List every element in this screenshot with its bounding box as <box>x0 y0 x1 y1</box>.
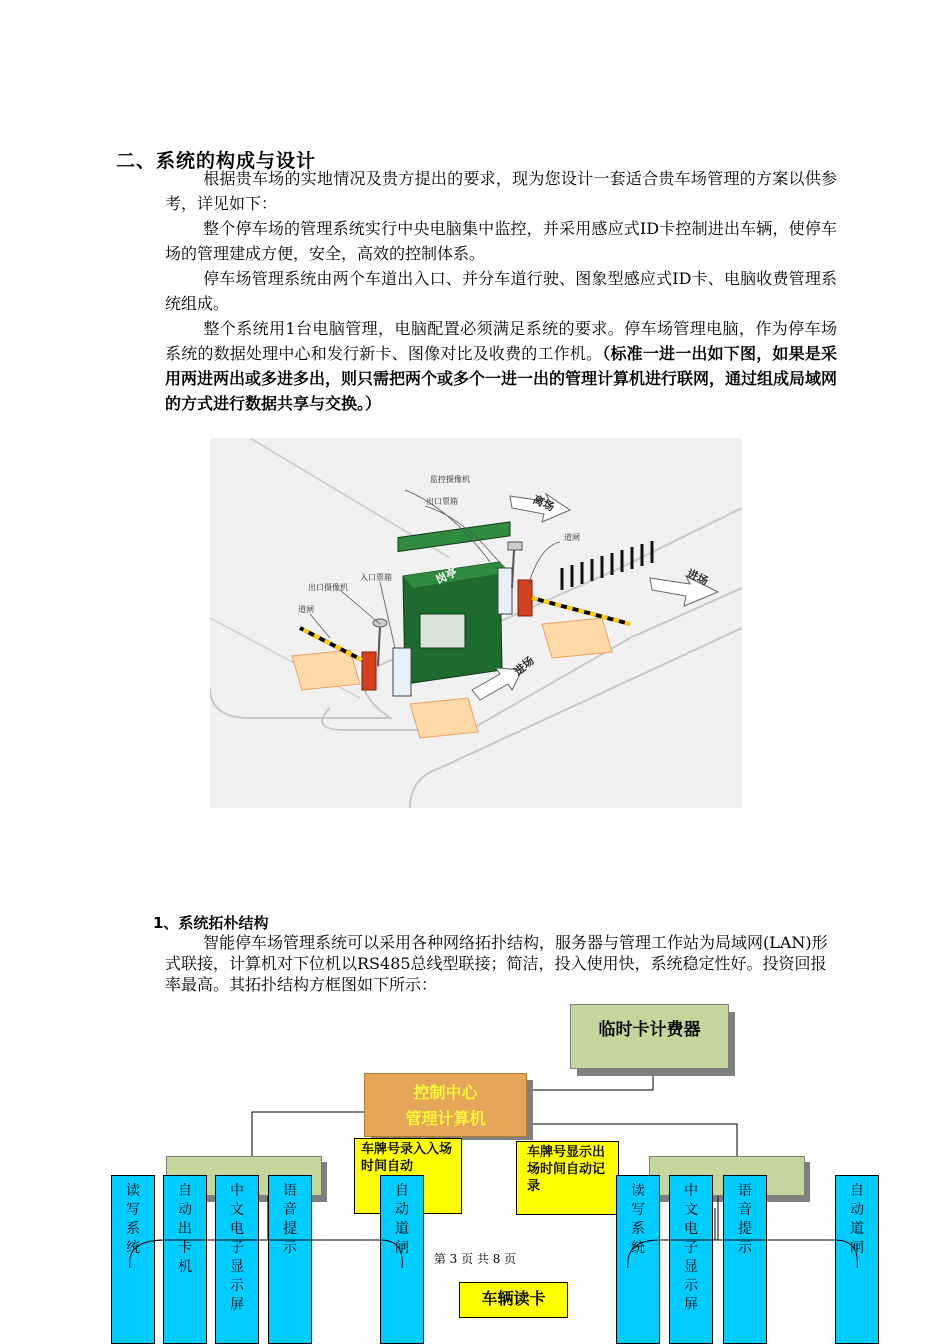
paragraph-4-bold: （标准一进一出如下图，如果是采用两进两出或多进多出，则只需把两个或多个一进一出的管理计算机进行联网，通过组成局域网的方式进行数据共享与交换。） <box>165 344 838 413</box>
exit-ticket-box-label: 出口票箱 <box>426 497 458 506</box>
monitor-camera-label: 监控摄像机 <box>430 475 470 484</box>
gate-right-label: 道闸 <box>564 533 580 542</box>
paragraph-4 <box>165 316 837 416</box>
parking-layout-figure <box>210 438 742 808</box>
left-card-dispenser-label: 自动出卡机 <box>178 1183 192 1275</box>
paragraph-4-text: 整个系统用1台电脑管理，电脑配置必须满足系统的要求。停车场管理电脑，作为停车场系统的数据处理中心和发行新卡、图像对比及收费的工作机。 <box>165 319 837 363</box>
control-center-line1: 控制中心 <box>413 1083 478 1102</box>
control-center-line2: 管理计算机 <box>405 1109 486 1128</box>
paragraph-3-text: 停车场管理系统由两个车道出入口、并分车道行驶、图象型感应式ID卡、电脑收费管理系统组成。 <box>165 269 837 313</box>
control-center-box <box>364 1073 527 1137</box>
parking-layout-illustration <box>210 438 742 808</box>
kiosk-label: 岗亭 <box>433 565 460 587</box>
vehicle-read-card-box <box>459 1282 568 1318</box>
topology-paragraph-text: 智能停车场管理系统可以采用各种网络拓扑结构，服务器与管理工作站为局域网(LAN)形式联接，计算机对下位机以RS485总线型联接；简洁，投入使用快，系统稳定性好。投资回报率最高。其拓扑结构方框图如下所示： <box>165 933 828 994</box>
left-auto-barrier-label: 自动道闸 <box>395 1183 409 1256</box>
paragraph-1 <box>165 166 837 216</box>
leave-label: 离场 <box>530 492 557 515</box>
enter-right-label: 进场 <box>684 566 711 589</box>
right-auto-barrier-label: 自动道闸 <box>850 1183 864 1256</box>
right-voice-prompt-label: 语音提示 <box>738 1183 752 1256</box>
subsection-heading: 1、系统拓朴结构 <box>153 914 269 932</box>
left-voice-prompt-label: 语音提示 <box>283 1183 297 1256</box>
exit-camera-label: 出口摄像机 <box>308 583 348 592</box>
entry-ticket-box-label: 入口票箱 <box>360 573 392 582</box>
paragraph-2 <box>165 216 837 266</box>
plate-display-box <box>516 1141 619 1215</box>
temp-card-counter-box <box>570 1004 729 1069</box>
right-led-display-label: 中文电子显示屏 <box>684 1183 698 1313</box>
left-reader-system-label: 读写系统 <box>126 1183 140 1256</box>
right-reader-system-label: 读写系统 <box>631 1183 645 1256</box>
vehicle-read-card-label: 车辆读卡 <box>481 1289 546 1308</box>
plate-entry-label: 车牌号录入入场时间自动 <box>361 1142 453 1174</box>
paragraph-1-text: 根据贵车场的实地情况及贵方提出的要求，现为您设计一套适合贵车场管理的方案以供参考，详见如下： <box>165 169 837 213</box>
page-footer: 第 3 页 共 8 页 <box>433 1252 517 1266</box>
gate-left-label: 道闸 <box>298 605 314 614</box>
temp-card-counter-label: 临时卡计费器 <box>598 1020 701 1040</box>
topology-paragraph <box>165 932 837 995</box>
left-led-display-label: 中文电子显示屏 <box>230 1183 244 1313</box>
section-heading: 二、系统的构成与设计 <box>116 150 317 172</box>
enter-bottom-label: 进场 <box>511 654 537 679</box>
paragraph-3 <box>165 266 837 316</box>
paragraph-2-text: 整个停车场的管理系统实行中央电脑集中监控，并采用感应式ID卡控制进出车辆，使停车场的管理建成方便，安全，高效的控制体系。 <box>165 219 837 263</box>
plate-display-label: 车牌号显示出场时间自动记录 <box>527 1145 606 1194</box>
